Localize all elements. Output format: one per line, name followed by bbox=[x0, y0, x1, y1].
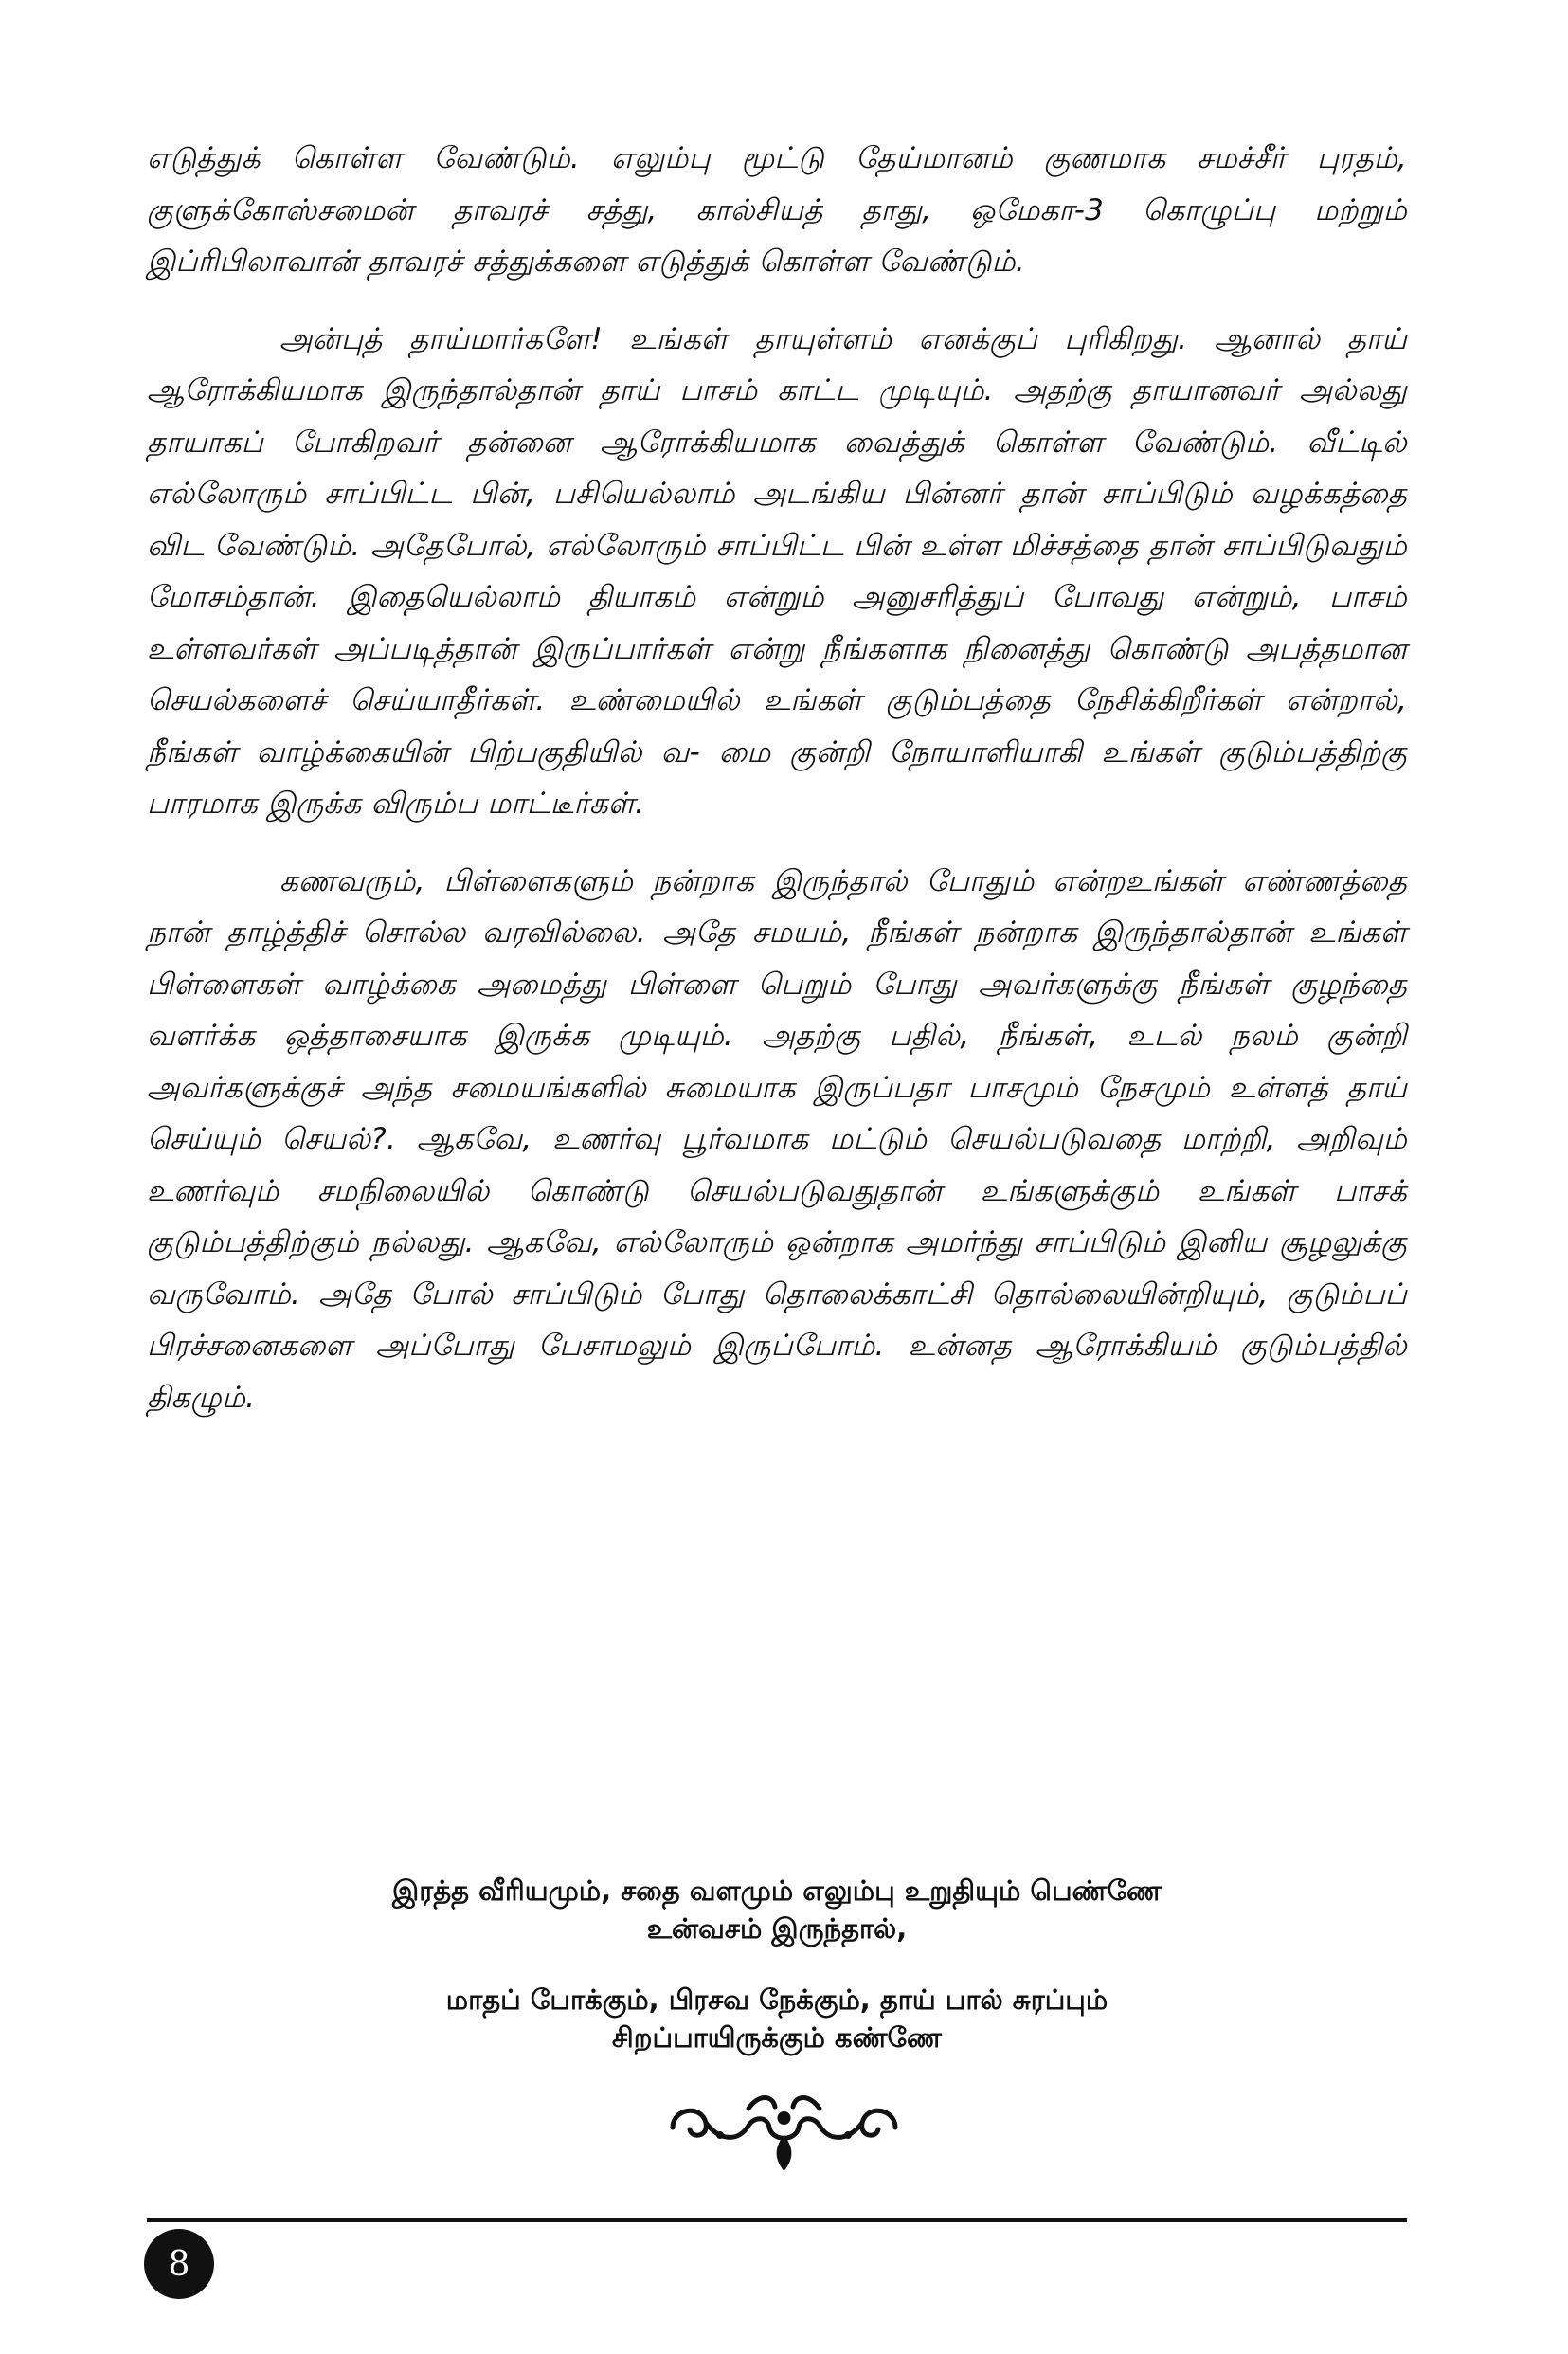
page-number-badge bbox=[144, 2229, 214, 2299]
floral-scroll-icon bbox=[663, 2090, 905, 2175]
page-number: 8 bbox=[168, 2244, 190, 2284]
verse-line: மாதப் போக்கும், பிரசவ நேக்கும், தாய் பால் சுரப்பும் bbox=[445, 1983, 1108, 2016]
paragraph-family: கணவரும், பிள்ளைகளும் நன்றாக இருந்தால் போதும் என்றஉங்கள் எண்ணத்தை நான் தாழ்த்திச் சொல்ல வரவில்லை. அதே சமயம், நீங்கள் நன்றாக இருந்தால்தான் உங்கள் பிள்ளைகள் வாழ்க்கை அமைத்து பிள்ளை பெறும் போது அவர்களுக்கு நீங்கள் குழந்தை வளர்க்க ஒத்தாசையாக இருக்க முடியும். அதற்கு பதில், நீங்கள், உடல் நலம் குன்றி அவர்களுக்குச் அந்த சமையங்களில் சுமையாக இருப்பதா பாசமும் நேசமும் உள்ளத் தாய் செய்யும் செயல்?. ஆகவே, உணர்வு பூர்வமாக மட்டும் செயல்படுவதை மாற்றி, அறிவும் உணர்வும் சமநிலையில் கொண்டு செயல்படுவதுதான் உங்களுக்கும் உங்கள் பாசக் குடும்பத்திற்கும் நல்லது. ஆகவே, எல்லோரும் ஒன்றாக அமர்ந்து சாப்பிடும் இனிய சூழலுக்கு வருவோம். அதே போல் சாப்பிடும் போது தொலைக்காட்சி தொல்லையின்றியும், குடும்பப் பிரச்சனைகளை அப்போது பேசாமலும் இருப்போம். உன்னத ஆரோக்கியம் குடும்பத்தில் திகழும். bbox=[147, 863, 1407, 1415]
body-text bbox=[147, 133, 1407, 1449]
paragraph-continuation: எடுத்துக் கொள்ள வேண்டும். எலும்பு மூட்டு தேய்மானம் குணமாக சமச்சீர் புரதம், குளுக்கோஸ்சமைன் தாவரச் சத்து, கால்சியத் தாது, ஒமேகா-3 கொழுப்பு மற்றும் இப்ரிபிலாவான் தாவரச் சத்துக்களை எடுத்துக் கொள்ள வேண்டும். bbox=[147, 141, 1407, 279]
verse-stanza-2 bbox=[147, 1981, 1407, 2056]
verse-line: சிறப்பாயிருக்கும் கண்ணே bbox=[612, 2021, 942, 2054]
paragraph-mothers: அன்புத் தாய்மார்களே! உங்கள் தாயுள்ளம் எனக்குப் புரிகிறது. ஆனால் தாய் ஆரோக்கியமாக இருந்தால்தான் தாய் பாசம் காட்ட முடியும். அதற்கு தாயானவர் அல்லது தாயாகப் போகிறவர் தன்னை ஆரோக்கியமாக வைத்துக் கொள்ள வேண்டும். வீட்டில் எல்லோரும் சாப்பிட்ட பின், பசியெல்லாம் அடங்கிய பின்னர் தான் சாப்பிடும் வழக்கத்தை விட வேண்டும். அதேபோல், எல்லோரும் சாப்பிட்ட பின் உள்ள மிச்சத்தை தான் சாப்பிடுவதும் மோசம்தான். இதையெல்லாம் தியாகம் என்றும் அனுசரித்துப் போவது என்றும், பாசம் உள்ளவர்கள் அப்படித்தான் இருப்பார்கள் என்று நீங்களாக நினைத்து கொண்டு அபத்தமான செயல்களைச் செய்யாதீர்கள். உண்மையில் உங்கள் குடும்பத்தை நேசிக்கிறீர்கள் என்றால், நீங்கள் வாழ்க்கையின் பிற்பகுதியில் வ- மை குன்றி நோயாளியாகி உங்கள் குடும்பத்திற்கு பாரமாக இருக்க விரும்ப மாட்டீர்கள். bbox=[147, 321, 1407, 821]
verse-stanza-1 bbox=[147, 1872, 1407, 1947]
verse-line: இரத்த வீரியமும், சதை வளமும் எலும்பு உறுதியும் பெண்ணே bbox=[392, 1874, 1162, 1907]
footer-rule bbox=[147, 2218, 1407, 2222]
verse-line: உன்வசம் இருந்தால், bbox=[646, 1912, 908, 1945]
